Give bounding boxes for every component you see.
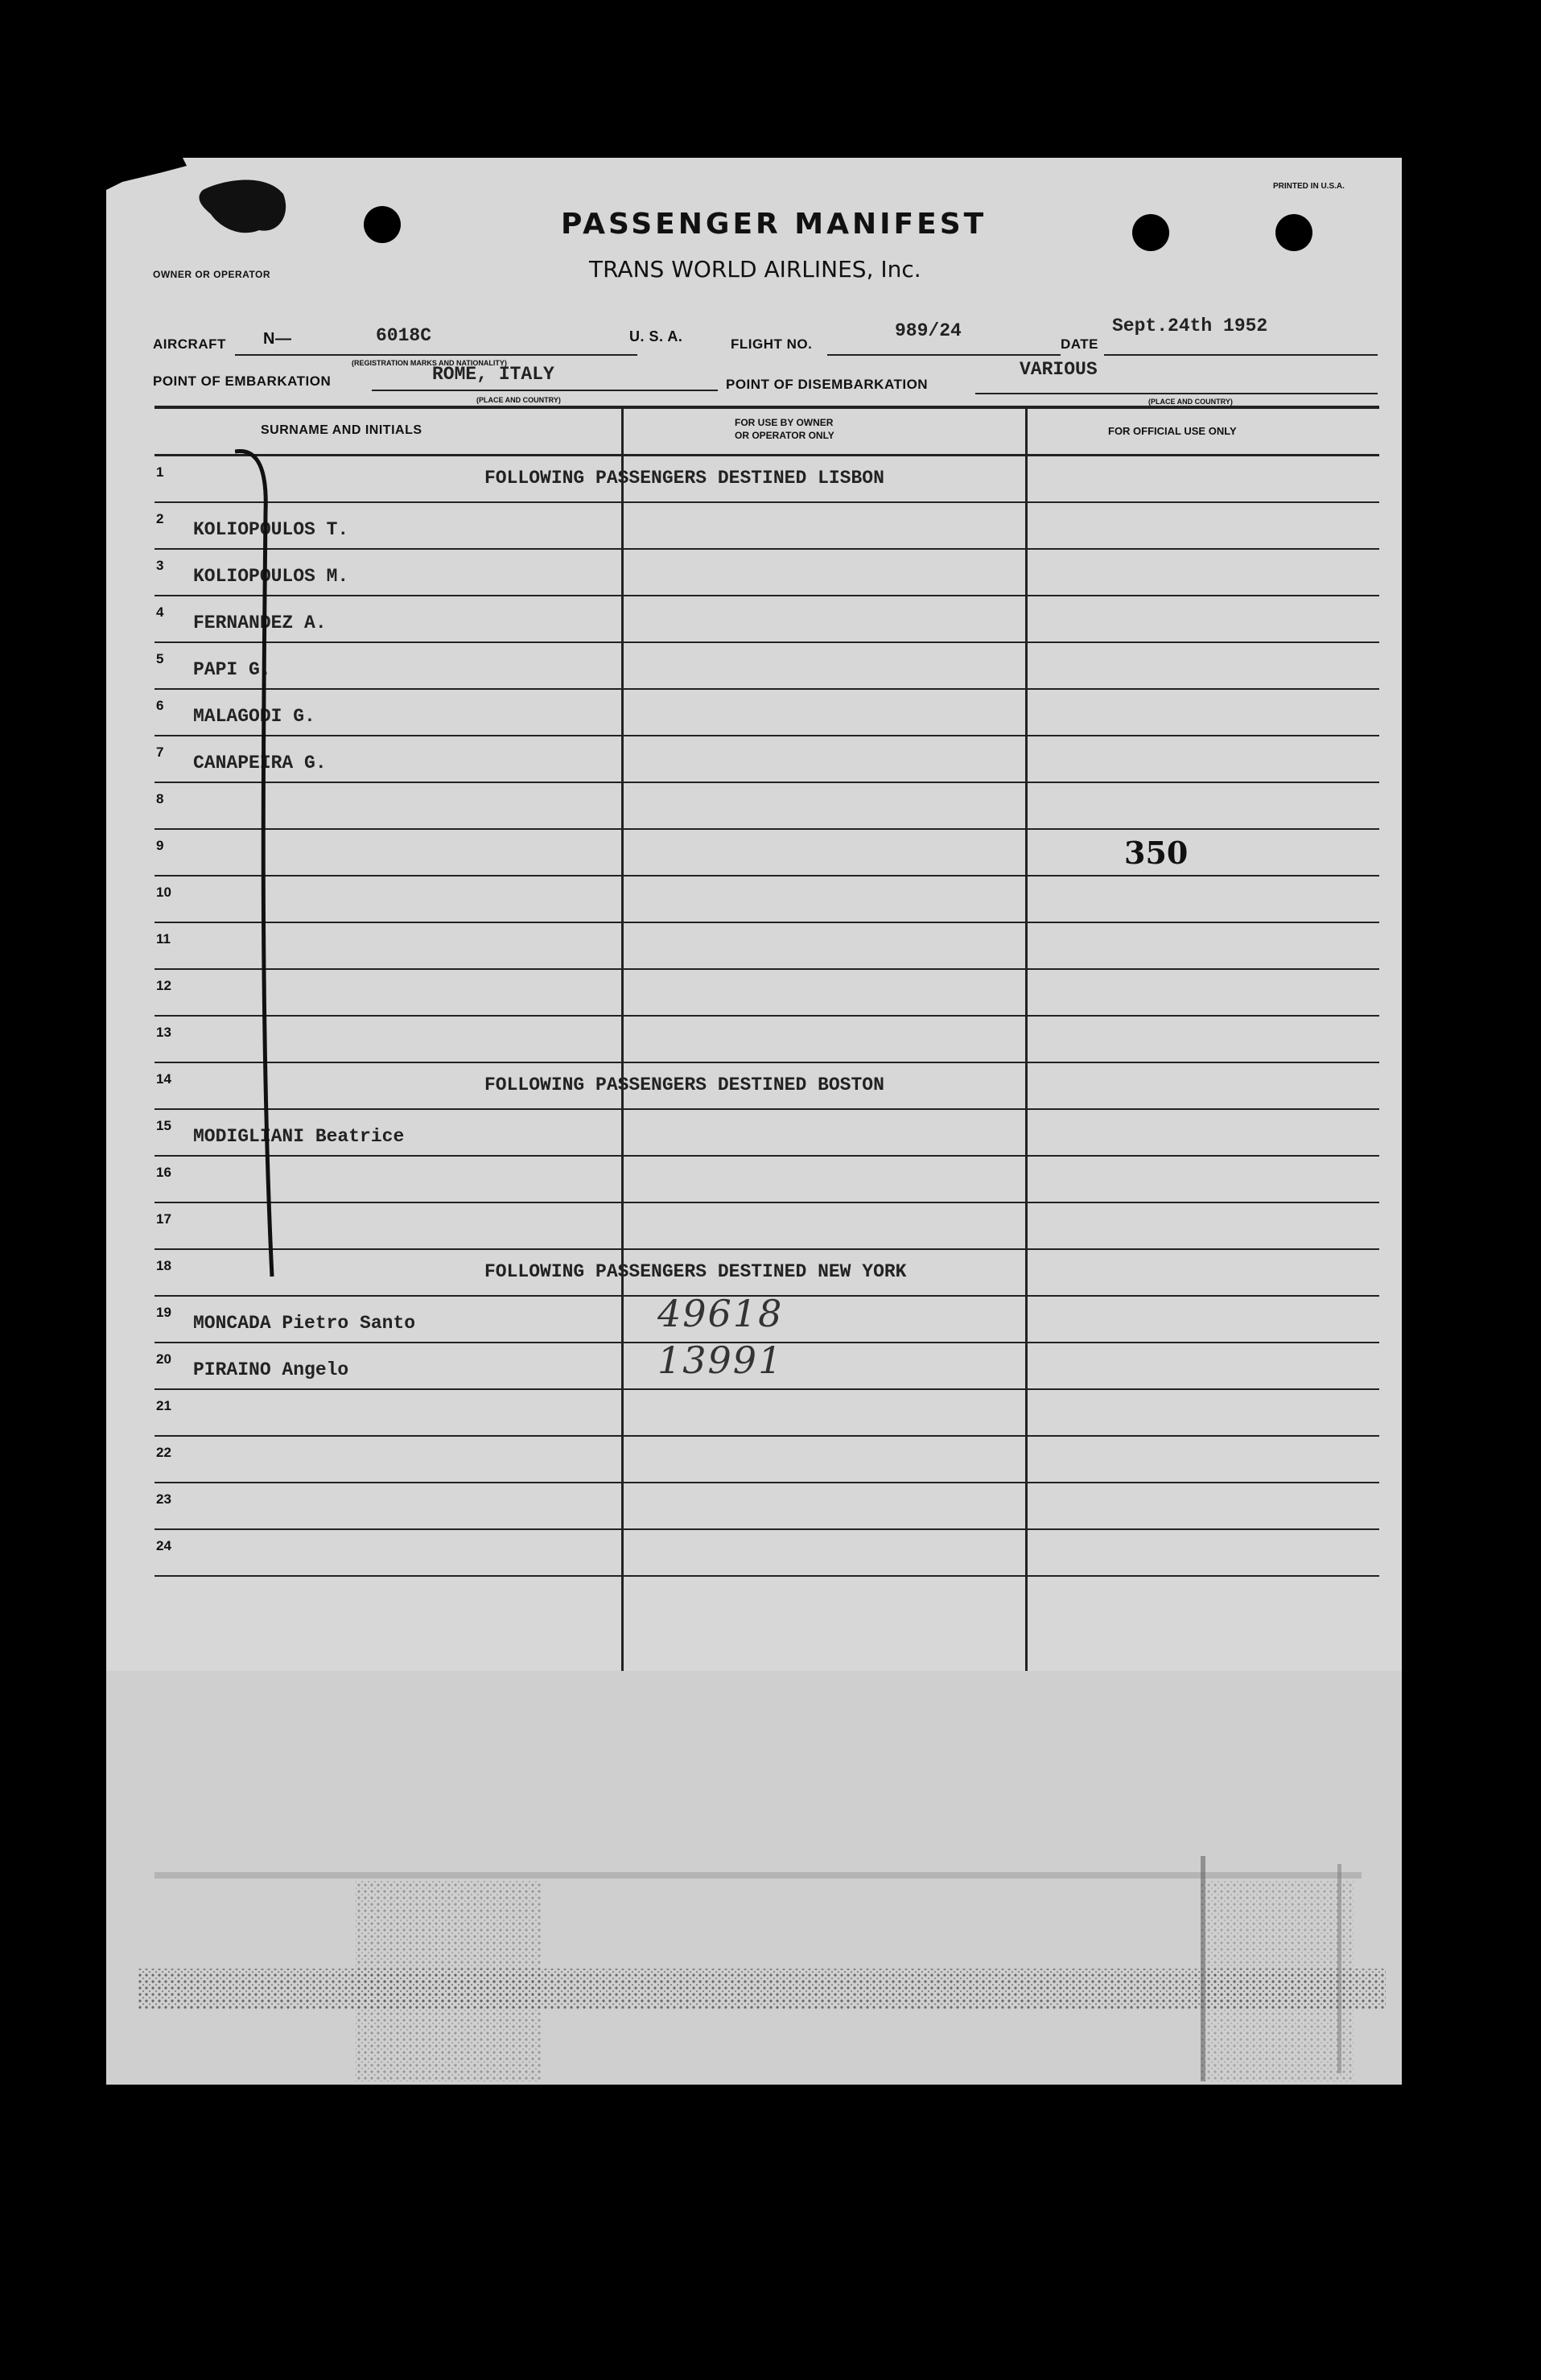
col-header-operator-2: OR OPERATOR ONLY: [735, 430, 834, 441]
col-header-surname: SURNAME AND INITIALS: [261, 423, 422, 437]
punch-hole-left: [364, 206, 401, 243]
row-number: 15: [156, 1118, 171, 1133]
table-row: [106, 877, 1402, 923]
date-value: Sept.24th 1952: [1112, 316, 1268, 336]
printed-in-label: PRINTED IN U.S.A.: [1273, 182, 1345, 191]
table-row: [106, 1157, 1402, 1203]
punch-hole-right: [1275, 214, 1312, 251]
row-number: 2: [156, 511, 164, 526]
table-row: [106, 503, 1402, 550]
flight-value: 989/24: [895, 320, 962, 341]
place-note-right: (PLACE AND COUNTRY): [1148, 398, 1233, 406]
passenger-name: PIRAINO Angelo: [193, 1359, 349, 1380]
operator-number: 49618: [657, 1292, 784, 1335]
table-row: [106, 1250, 1402, 1297]
table-row: [106, 596, 1402, 643]
table-row: [106, 736, 1402, 783]
row-number: 12: [156, 978, 171, 993]
table-row: [106, 1390, 1402, 1437]
aircraft-prefix: N—: [263, 330, 292, 348]
manifest-sheet: [106, 158, 1402, 2085]
passenger-name: CANAPEIRA G.: [193, 753, 327, 773]
owner-label: OWNER OR OPERATOR: [153, 269, 271, 280]
place-note-left: (PLACE AND COUNTRY): [476, 396, 561, 404]
table-row: [106, 1063, 1402, 1110]
pen-stroke: [235, 448, 283, 1285]
official-value: 350: [1124, 835, 1189, 871]
table-row: [106, 1530, 1402, 1577]
col-header-operator-1: FOR USE BY OWNER: [735, 417, 834, 428]
aircraft-value: 6018C: [376, 325, 432, 346]
row-number: 21: [156, 1398, 171, 1413]
row-number: 23: [156, 1491, 171, 1507]
row-number: 4: [156, 604, 164, 620]
table-row: [106, 783, 1402, 830]
table-row: [106, 1110, 1402, 1157]
row-number: 3: [156, 558, 164, 573]
table-row: [106, 830, 1402, 877]
table-row: [106, 1483, 1402, 1530]
disembark-label: POINT OF DISEMBARKATION: [726, 377, 929, 392]
row-number: 6: [156, 698, 164, 713]
row-number: 24: [156, 1538, 171, 1553]
destination-heading: FOLLOWING PASSENGERS DESTINED LISBON: [484, 468, 884, 489]
table-row: [106, 643, 1402, 690]
row-number: 8: [156, 791, 164, 806]
row-number: 19: [156, 1305, 171, 1320]
table-row: [106, 1292, 1402, 1343]
row-number: 10: [156, 885, 171, 900]
table-row: [106, 970, 1402, 1017]
punch-hole-middle: [1132, 214, 1169, 251]
table-row: [106, 1017, 1402, 1063]
row-number: 22: [156, 1445, 171, 1460]
passenger-name: PAPI G.: [193, 659, 271, 680]
operator-number: 13991: [657, 1338, 784, 1382]
passenger-name: MODIGLIANI Beatrice: [193, 1126, 405, 1147]
row-number: 11: [156, 931, 171, 947]
table-row: [106, 690, 1402, 736]
flight-label: FLIGHT NO.: [731, 336, 813, 352]
row-number: 20: [156, 1351, 171, 1367]
row-number: 9: [156, 838, 164, 853]
company-name: TRANS WORLD AIRLINES, Inc.: [589, 256, 921, 283]
passenger-name: KOLIOPOULOS T.: [193, 519, 349, 540]
row-number: 7: [156, 745, 164, 760]
table-row: [106, 923, 1402, 970]
torn-corner: [106, 158, 348, 262]
table-row: [106, 1203, 1402, 1250]
destination-heading: FOLLOWING PASSENGERS DESTINED NEW YORK: [484, 1261, 907, 1282]
stained-area: [106, 1671, 1402, 2085]
embark-label: POINT OF EMBARKATION: [153, 373, 332, 389]
passenger-name: KOLIOPOULOS M.: [193, 566, 349, 587]
passenger-name: MALAGODI G.: [193, 706, 315, 727]
passenger-name: FERNANDEZ A.: [193, 613, 327, 633]
embark-value: ROME, ITALY: [432, 364, 554, 385]
row-number: 16: [156, 1165, 171, 1180]
form-title: PASSENGER MANIFEST: [561, 208, 987, 241]
col-header-official: FOR OFFICIAL USE ONLY: [1108, 425, 1237, 437]
row-number: 14: [156, 1071, 171, 1087]
table-row: [106, 456, 1402, 503]
row-number: 18: [156, 1258, 171, 1273]
disembark-value: VARIOUS: [1020, 359, 1098, 380]
row-number: 5: [156, 651, 164, 666]
date-label: DATE: [1061, 336, 1099, 352]
table-row: [106, 1338, 1402, 1390]
passenger-name: MONCADA Pietro Santo: [193, 1313, 416, 1334]
aircraft-label: AIRCRAFT: [153, 336, 226, 352]
table-row: [106, 1437, 1402, 1483]
row-number: 1: [156, 464, 164, 480]
table-row: [106, 550, 1402, 596]
destination-heading: FOLLOWING PASSENGERS DESTINED BOSTON: [484, 1075, 884, 1095]
row-number: 13: [156, 1025, 171, 1040]
registration-note: (REGISTRATION MARKS AND NATIONALITY): [352, 359, 507, 367]
row-number: 17: [156, 1211, 171, 1227]
country-label: U. S. A.: [629, 328, 683, 344]
